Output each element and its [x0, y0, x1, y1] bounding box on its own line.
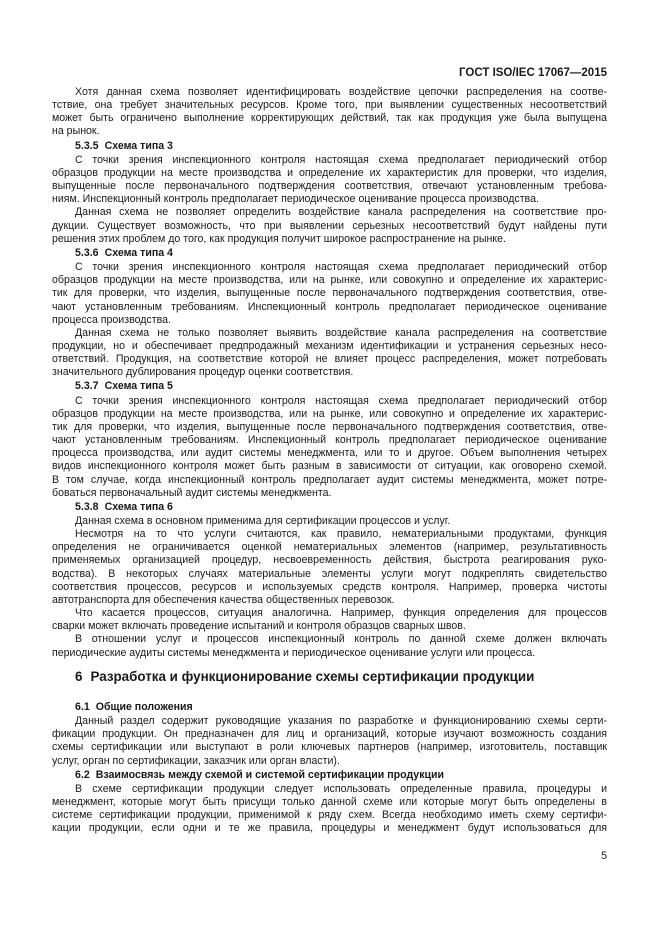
paragraph — [52, 783, 607, 836]
document-header: ГОСТ ISO/IEC 17067—2015 — [459, 67, 607, 79]
text-line: Данная схема в основном применима для сертификации процессов и услуг. — [75, 515, 451, 527]
section-title: Разработка и функционирование схемы сертификации продукции — [90, 669, 535, 684]
text-line: на рынок. — [52, 125, 100, 138]
text-line: автотранспорта для обеспечения качества общественных перевозок. — [52, 593, 395, 606]
text-line: Хотя данная схема позволяет идентифицировать воздействие цепочки распределения на соотве- — [75, 86, 607, 98]
text-line: Данный раздел содержит руководящие указания по разработке и функционированию схемы серти- — [75, 715, 607, 728]
subsection-number: 6.1 — [75, 701, 90, 713]
subsection-title: Схема типа 3 — [104, 139, 173, 152]
paragraph — [52, 515, 607, 528]
text-line: применяемых организацией процедур, несвоевременность действия, быстрота реагирования руко- — [52, 554, 607, 567]
text-line: выпущенные после первоначального подтверждения соответствия, отвечают установленным требова- — [52, 180, 607, 193]
text-line: услуг, орган по сертификации, заказчик или орган власти). — [52, 754, 340, 767]
text-line: кации продукции, если одни и те же правила, процедуры и менеджмент будут использоваться для — [52, 822, 607, 835]
text-line: фикации продукции. Он предназначен для лиц и организаций, которые изучают возможность создания — [52, 728, 607, 741]
text-line: продукции, но и обеспечивает предпродажный механизм идентификации и устранения серьезных несо- — [52, 339, 607, 352]
text-line: ниям. Инспекционный контроль предполагает периодическое оценивание процесса производства. — [52, 193, 539, 206]
text-line: тик для проверки, что изделия, выпущенные после первоначального подтверждения соответствия, отве- — [52, 420, 607, 433]
paragraph — [52, 633, 607, 659]
subsection-title: Схема типа 6 — [104, 500, 173, 513]
text-line: В том случае, когда инспекционный контроль предполагает аудит системы менеджмента, может потре- — [52, 473, 607, 486]
text-line: видов инспекционного контроля может быть разным в зависимости от ситуации, как оговорено схемой. — [52, 460, 607, 473]
paragraph — [52, 395, 607, 500]
text-line: тствие, она требует значительных ресурсов. Кроме того, при выявлении существенных несоответствий — [52, 99, 607, 112]
subsection-title: Взаимосвязь между схемой и системой сертификации продукции — [95, 768, 445, 781]
text-line: чают установленным требованиям. Инспекционный контроль предполагает периодическое оценивание — [52, 300, 607, 313]
section-number: 6 — [75, 669, 83, 684]
subsection-heading — [52, 380, 607, 393]
text-line: С точки зрения инспекционного контроля настоящая схема предполагает периодический отбор — [75, 261, 607, 274]
text-line: С точки зрения инспекционного контроля настоящая схема предполагает периодический отбор — [75, 153, 607, 166]
text-line: Несмотря на то что услуги считаются, как правило, нематериальными продуктами, функция — [75, 528, 607, 541]
subsection-heading — [52, 701, 607, 714]
body-text-part2 — [52, 700, 607, 836]
text-line: образцов продукции на месте производства, или на рынке, или совокупно и определение их характерис- — [52, 274, 607, 287]
text-line: Что касается процессов, ситуация аналогична. Например, функция определения для процессов — [75, 607, 607, 620]
text-line: В отношении услуг и процессов инспекционный контроль по данной схеме должен включать — [75, 633, 607, 646]
text-line: образцов продукции на месте производства, или на рынке, или совокупно и определение их характерис- — [52, 407, 607, 420]
text-line: В схеме сертификации продукции следует использовать определенные правила, процедуры и — [75, 782, 607, 795]
subsection-title: Схема типа 5 — [104, 380, 173, 393]
text-line: решения этих проблем до того, как продукция получит широкое распространение на рынке. — [52, 232, 506, 245]
subsection-heading — [52, 769, 607, 782]
paragraph — [52, 261, 607, 327]
text-line: значительного дублирования процедур оценки соответствия. — [52, 366, 354, 379]
subsection-number: 5.3.6 — [75, 246, 99, 259]
subsection-number: 5.3.7 — [75, 380, 99, 393]
page-number: 5 — [601, 850, 607, 862]
text-line: процесса производства. — [52, 313, 171, 326]
text-line: сварки может включать проведение испытаний и контроля образцов сварных швов. — [52, 620, 466, 633]
paragraph — [52, 327, 607, 380]
paragraph — [52, 154, 607, 207]
text-line: может быть ограничено выполнение корректирующих действий, так как продукция уже была выпущена — [52, 112, 607, 125]
section-heading — [75, 669, 534, 685]
text-line: образцов продукции на месте производства и определение их характеристик для проверки, что изделия, — [52, 166, 607, 179]
text-line: ответствий. Продукция, на соответствие которой не влияет процесс распределения, может потребовать — [52, 353, 607, 366]
subsection-heading — [52, 140, 607, 153]
subsection-heading — [52, 247, 607, 260]
paragraph — [52, 86, 607, 139]
text-line: Данная схема не только позволяет выявить воздействие канала распределения на соответствие — [75, 326, 607, 339]
text-line: дукции. Существует возможность, что при выявлении серьезных несоответствий будут найдены пути — [52, 219, 607, 232]
paragraph — [52, 206, 607, 245]
text-line: схемы сертификации или выступают в роли ключевых партнеров (например, изготовитель, поставщик — [52, 741, 607, 754]
paragraph — [52, 715, 607, 768]
text-line: периодические аудиты системы менеджмента и периодическое оценивание услуги или процесса. — [52, 646, 536, 659]
body-text-part1 — [52, 86, 607, 660]
text-line: соответствия процессов, ресурсов и используемых средств контроля. Например, проверка чистоты — [52, 580, 607, 593]
subsection-title: Общие положения — [95, 701, 193, 713]
text-line: С точки зрения инспекционного контроля настоящая схема предполагает периодический отбор — [75, 394, 607, 407]
subsection-title: Схема типа 4 — [104, 246, 173, 259]
text-line: водства). В некоторых случаях материальные элементы услуги могут подкреплять свидетельство — [52, 567, 607, 580]
text-line: боваться первоначальный аудит системы менеджмента. — [52, 486, 332, 499]
text-line: процесса производства, или аудит системы менеджмента, или то и другое. Объем выполнения четырех — [52, 447, 607, 460]
text-line: менеджмент, которые могут быть присущи только данной схеме или которые могут быть определены в — [52, 796, 607, 809]
text-line: Данная схема не позволяет определить воздействие канала распределения на соответствие про- — [75, 206, 607, 219]
paragraph — [52, 607, 607, 633]
text-line: чают установленным требованиям. Инспекционный контроль предполагает периодическое оценивание — [52, 434, 607, 447]
text-line: определения не ограничивается оценкой нематериальных элементов (например, результативность — [52, 541, 607, 554]
subsection-heading — [52, 501, 607, 514]
subsection-number: 6.2 — [75, 768, 90, 781]
text-line: системе сертификации продукции, применимой к ряду схем. Всегда необходимо иметь схему сертифи- — [52, 809, 607, 822]
paragraph — [52, 528, 607, 607]
subsection-number: 5.3.8 — [75, 500, 99, 513]
subsection-number: 5.3.5 — [75, 139, 99, 152]
text-line: тик для проверки, что изделия, выпущенные после первоначального подтверждения соответствия, отве- — [52, 287, 607, 300]
